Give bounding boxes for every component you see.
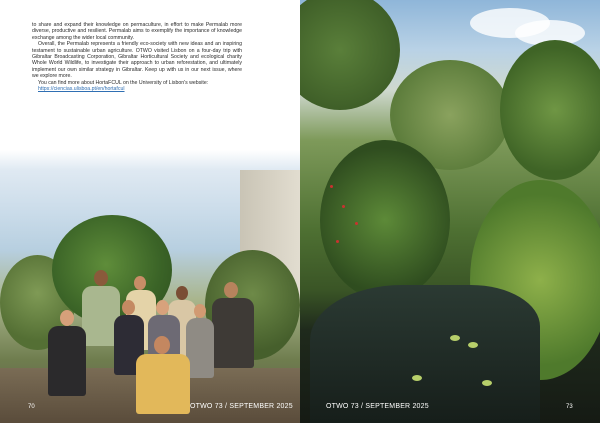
paragraph: Overall, the Permalab represents a friendly eco-society with new ideas and an inspiring testament to sustainable urban agriculture. OTWO visited Lisbon on a four-day trip with Gibraltar Broadcasting Corporation, Gibraltar Horticultural Society and ecological charity Whole World Wildlife, to investigate their approach to urban reforestation, and ultimately implement our own similar strategy in Gibraltar. Keep up with us in our next issue, where we explore more. bbox=[32, 41, 242, 80]
lily-pad bbox=[450, 335, 460, 341]
flower bbox=[355, 222, 358, 225]
flower bbox=[330, 185, 333, 188]
foliage bbox=[300, 0, 400, 110]
flower bbox=[342, 205, 345, 208]
page-number: 70 bbox=[28, 404, 35, 410]
foliage bbox=[320, 140, 450, 300]
page-number: 73 bbox=[566, 404, 573, 410]
lily-pad bbox=[482, 380, 492, 386]
hortafcul-link[interactable]: https://ciencias.ulisboa.pt/en/hortafcul bbox=[38, 86, 125, 93]
paragraph: You can find more about HortaFCUL on the University of Lisbon's website: bbox=[38, 79, 209, 86]
lily-pad bbox=[412, 375, 422, 381]
paragraph: to share and expand their knowledge on permaculture, in effort to make Permalab more diverse, productive and resilient. Permalab aims to exemplify the importance of knowledge exchange among the wider local community. bbox=[32, 22, 242, 41]
folio: OTWO 73 / SEPTEMBER 2025 bbox=[190, 403, 293, 410]
lily-pad bbox=[468, 342, 478, 348]
flower bbox=[336, 240, 339, 243]
folio: OTWO 73 / SEPTEMBER 2025 bbox=[326, 403, 429, 410]
right-page bbox=[300, 0, 600, 423]
foliage bbox=[500, 40, 600, 180]
left-article-text bbox=[32, 22, 242, 92]
